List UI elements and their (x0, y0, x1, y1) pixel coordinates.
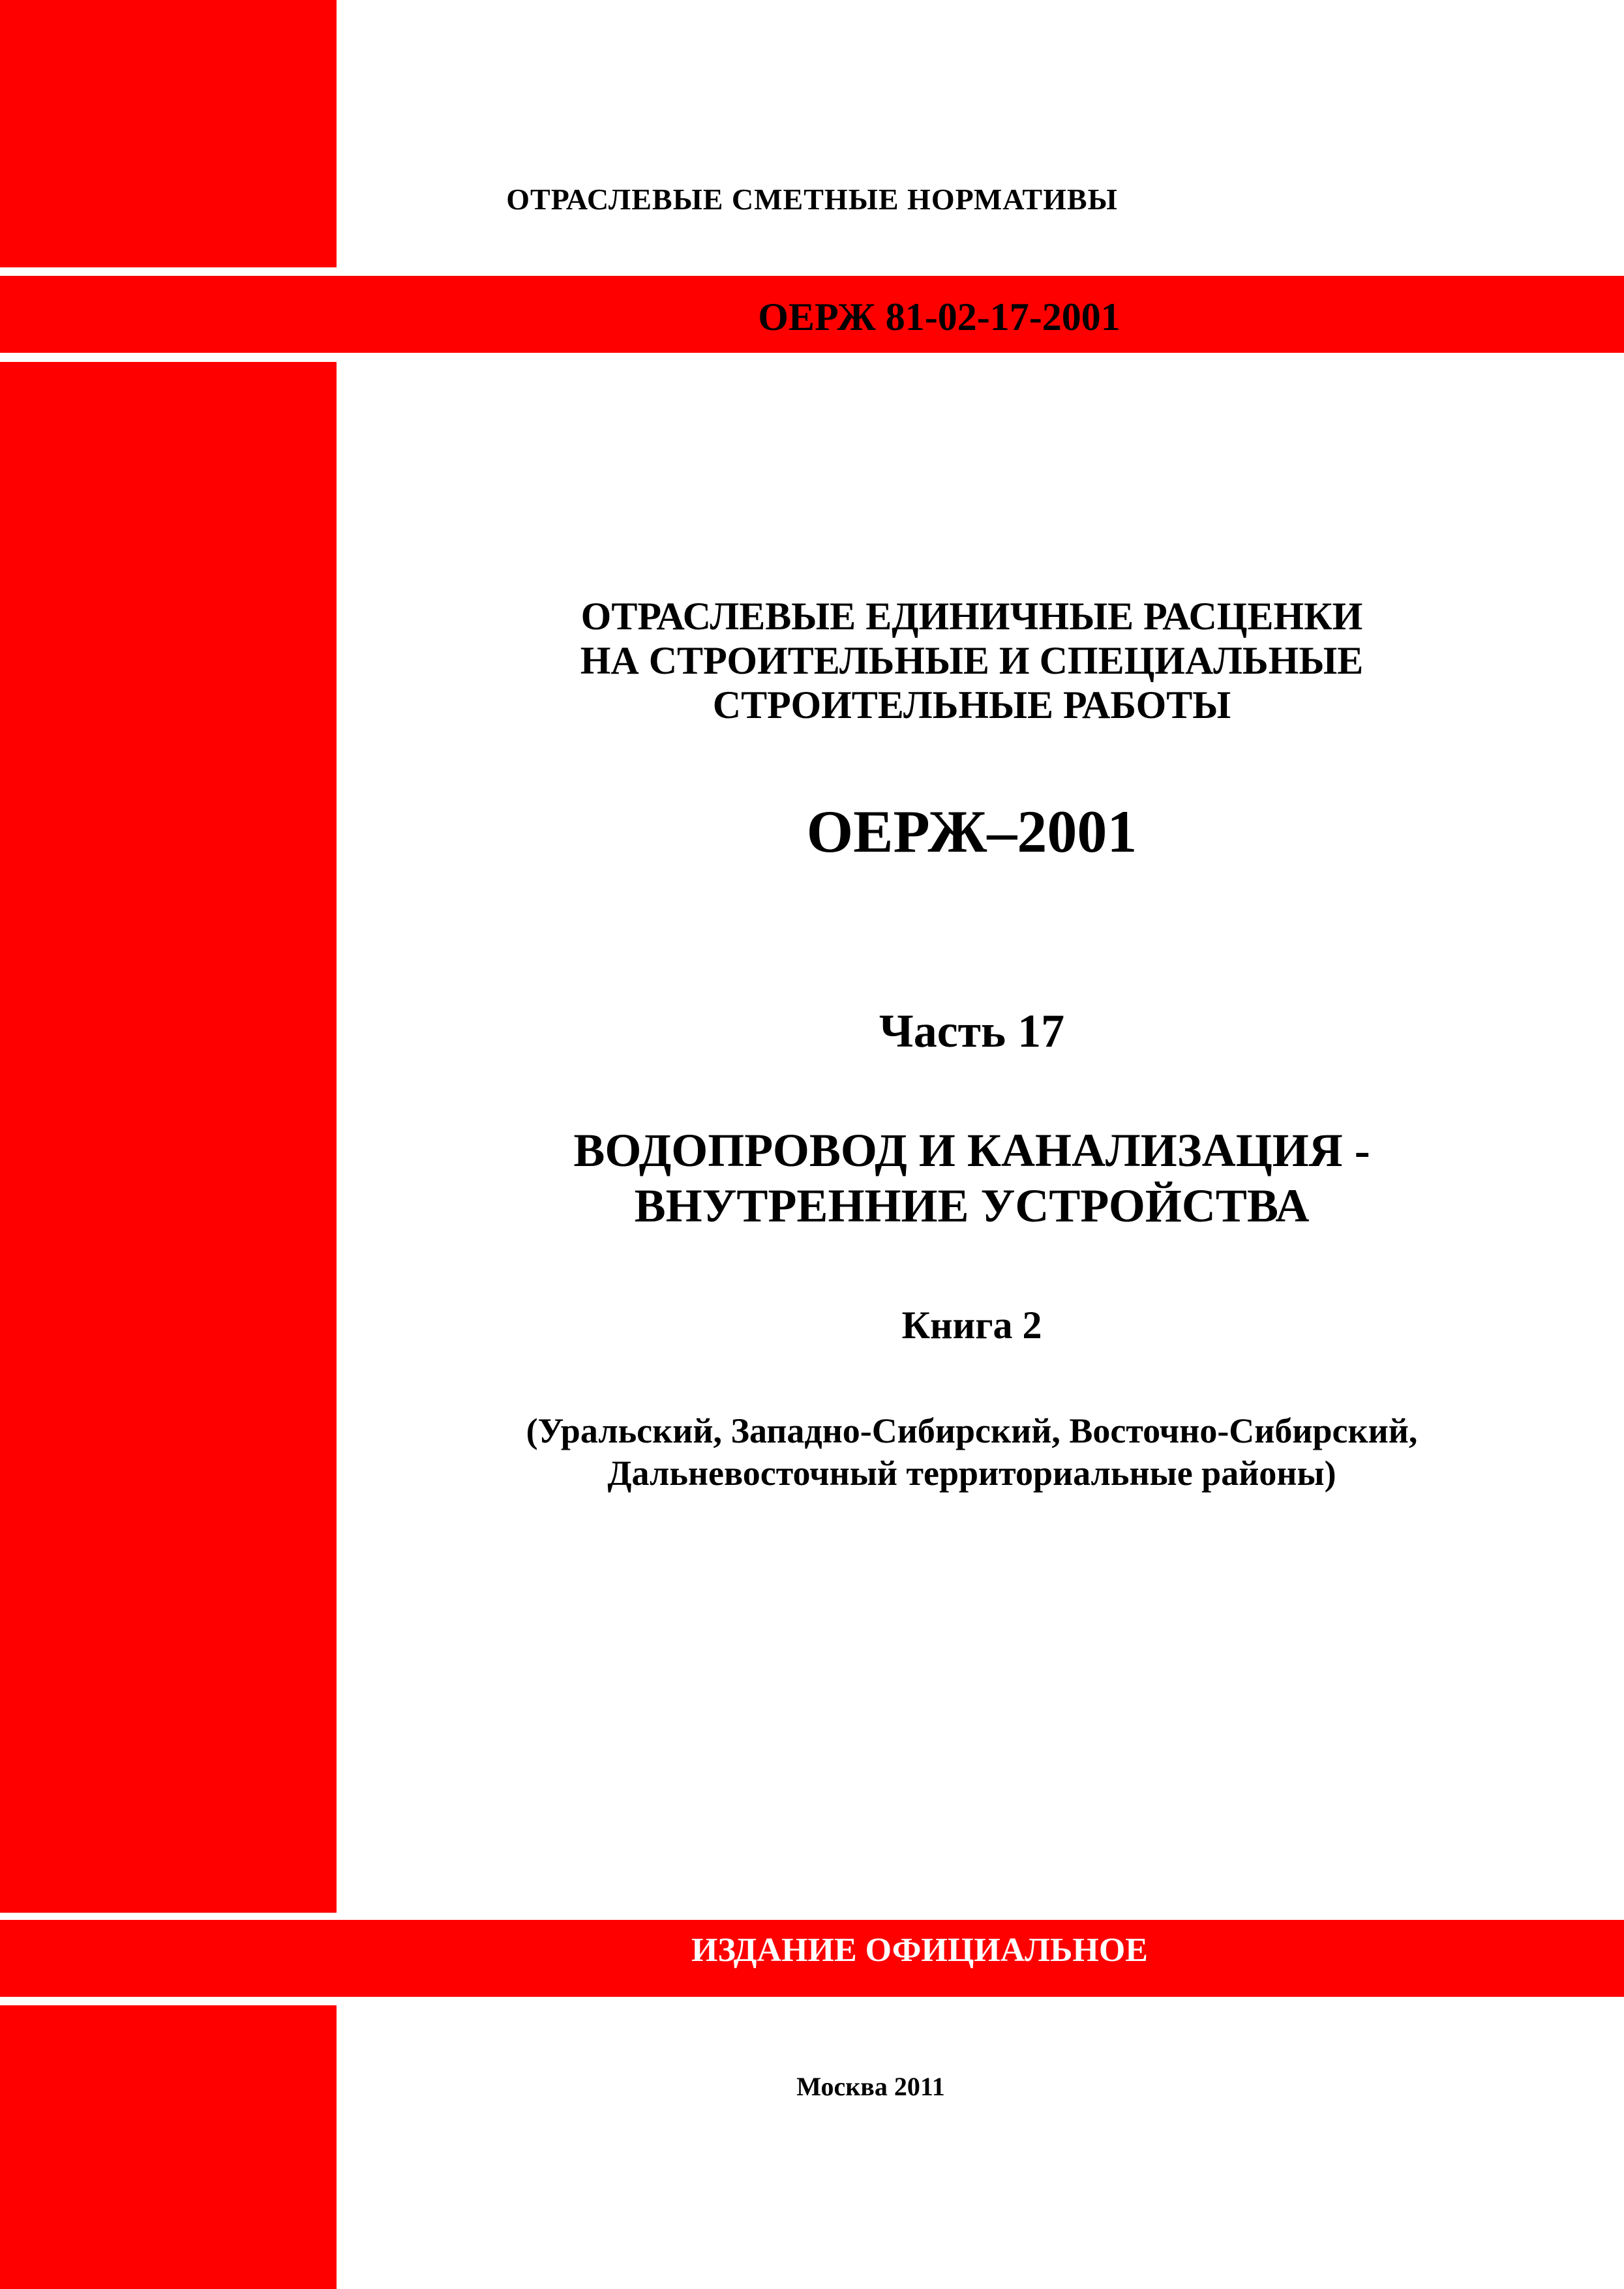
section-title-line: ВОДОПРОВОД И КАНАЛИЗАЦИЯ - (573, 1124, 1370, 1176)
title-block (0, 595, 1624, 727)
official-edition-label: ИЗДАНИЕ ОФИЦИАЛЬНОЕ (691, 1932, 1148, 1969)
book-number: Книга 2 (901, 1304, 1042, 1347)
section-title-line: ВНУТРЕННИЕ УСТРОЙСТВА (634, 1179, 1310, 1232)
red-vertical-bar-top (0, 0, 337, 267)
city-year: Москва 2011 (796, 2072, 945, 2101)
title-line: ОТРАСЛЕВЫЕ ЕДИНИЧНЫЕ РАСЦЕНКИ (580, 595, 1363, 638)
part-number: Часть 17 (879, 1005, 1065, 1057)
document-code: ОЕРЖ 81-02-17-2001 (758, 295, 1120, 338)
section-title (0, 1123, 1624, 1234)
title-line: СТРОИТЕЛЬНЫЕ РАБОТЫ (712, 683, 1231, 726)
series-title: ОТРАСЛЕВЫЕ СМЕТНЫЕ НОРМАТИВЫ (506, 183, 1118, 216)
regions-line: Дальневосточный территориальные районы) (607, 1453, 1336, 1493)
regions-note (0, 1410, 1624, 1495)
regions-line: (Уральский, Западно-Сибирский, Восточно-Сибирский, (526, 1411, 1418, 1450)
title-line: НА СТРОИТЕЛЬНЫЕ И СПЕЦИАЛЬНЫЕ (580, 638, 1364, 682)
red-vertical-bar-bottom (0, 2005, 337, 2289)
main-title: ОЕРЖ–2001 (806, 798, 1137, 865)
